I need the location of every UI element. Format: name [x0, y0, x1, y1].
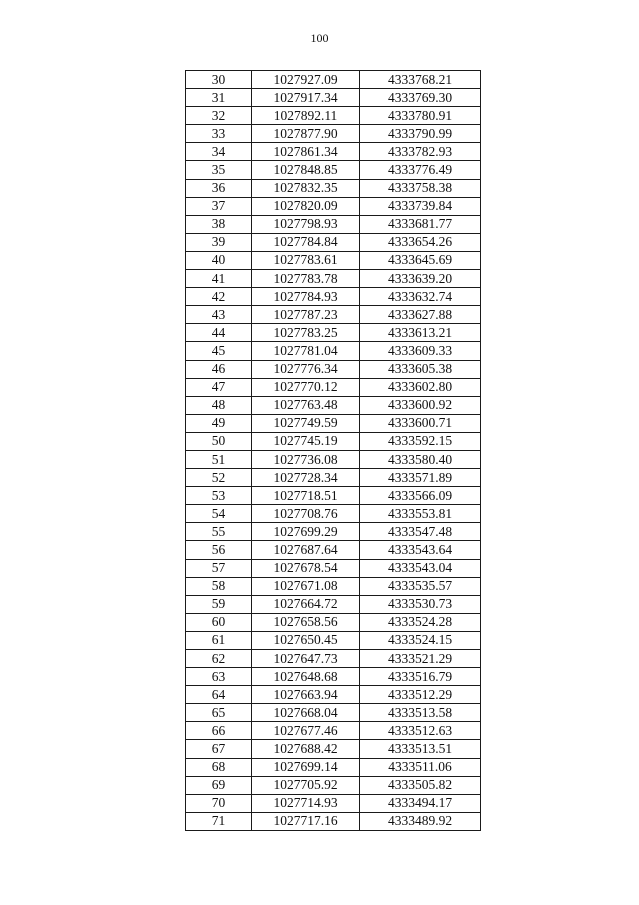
point-number-cell: 48 — [186, 396, 252, 414]
table-row — [186, 143, 481, 161]
x-coordinate-cell: 1027917.34 — [252, 89, 360, 107]
point-number-cell: 39 — [186, 233, 252, 251]
table-row — [186, 686, 481, 704]
x-coordinate-cell: 1027671.08 — [252, 577, 360, 595]
x-coordinate-cell: 1027717.16 — [252, 812, 360, 830]
x-coordinate-cell: 1027770.12 — [252, 378, 360, 396]
x-coordinate-cell: 1027776.34 — [252, 360, 360, 378]
y-coordinate-cell: 4333505.82 — [360, 776, 481, 794]
table-row — [186, 107, 481, 125]
x-coordinate-cell: 1027687.64 — [252, 541, 360, 559]
table-row — [186, 215, 481, 233]
y-coordinate-cell: 4333516.79 — [360, 668, 481, 686]
table-row — [186, 469, 481, 487]
table-row — [186, 758, 481, 776]
y-coordinate-cell: 4333512.63 — [360, 722, 481, 740]
y-coordinate-cell: 4333632.74 — [360, 288, 481, 306]
table-row — [186, 89, 481, 107]
table-row — [186, 668, 481, 686]
x-coordinate-cell: 1027783.78 — [252, 270, 360, 288]
point-number-cell: 30 — [186, 71, 252, 89]
y-coordinate-cell: 4333571.89 — [360, 469, 481, 487]
y-coordinate-cell: 4333524.15 — [360, 631, 481, 649]
table-row — [186, 559, 481, 577]
x-coordinate-cell: 1027736.08 — [252, 450, 360, 468]
x-coordinate-cell: 1027783.61 — [252, 251, 360, 269]
y-coordinate-cell: 4333769.30 — [360, 89, 481, 107]
table-row — [186, 722, 481, 740]
point-number-cell: 61 — [186, 631, 252, 649]
x-coordinate-cell: 1027784.93 — [252, 288, 360, 306]
table-row — [186, 414, 481, 432]
y-coordinate-cell: 4333780.91 — [360, 107, 481, 125]
point-number-cell: 63 — [186, 668, 252, 686]
y-coordinate-cell: 4333521.29 — [360, 650, 481, 668]
table-row — [186, 577, 481, 595]
point-number-cell: 38 — [186, 215, 252, 233]
table-row — [186, 541, 481, 559]
y-coordinate-cell: 4333600.71 — [360, 414, 481, 432]
page-number: 100 — [310, 31, 329, 45]
point-number-cell: 68 — [186, 758, 252, 776]
point-number-cell: 47 — [186, 378, 252, 396]
y-coordinate-cell: 4333512.29 — [360, 686, 481, 704]
point-number-cell: 60 — [186, 613, 252, 631]
point-number-cell: 58 — [186, 577, 252, 595]
x-coordinate-cell: 1027749.59 — [252, 414, 360, 432]
table-row — [186, 650, 481, 668]
y-coordinate-cell: 4333602.80 — [360, 378, 481, 396]
x-coordinate-cell: 1027658.56 — [252, 613, 360, 631]
table-row — [186, 396, 481, 414]
table-row — [186, 306, 481, 324]
y-coordinate-cell: 4333627.88 — [360, 306, 481, 324]
y-coordinate-cell: 4333790.99 — [360, 125, 481, 143]
point-number-cell: 42 — [186, 288, 252, 306]
point-number-cell: 33 — [186, 125, 252, 143]
table-row — [186, 613, 481, 631]
point-number-cell: 59 — [186, 595, 252, 613]
table-row — [186, 523, 481, 541]
point-number-cell: 44 — [186, 324, 252, 342]
y-coordinate-cell: 4333605.38 — [360, 360, 481, 378]
x-coordinate-cell: 1027677.46 — [252, 722, 360, 740]
x-coordinate-cell: 1027820.09 — [252, 197, 360, 215]
point-number-cell: 57 — [186, 559, 252, 577]
table-row — [186, 776, 481, 794]
y-coordinate-cell: 4333613.21 — [360, 324, 481, 342]
x-coordinate-cell: 1027783.25 — [252, 324, 360, 342]
table-row — [186, 595, 481, 613]
x-coordinate-cell: 1027927.09 — [252, 71, 360, 89]
table-row — [186, 505, 481, 523]
table-row — [186, 125, 481, 143]
coordinates-table-body — [186, 71, 481, 831]
y-coordinate-cell: 4333513.51 — [360, 740, 481, 758]
x-coordinate-cell: 1027781.04 — [252, 342, 360, 360]
table-row — [186, 71, 481, 89]
x-coordinate-cell: 1027832.35 — [252, 179, 360, 197]
table-row — [186, 161, 481, 179]
x-coordinate-cell: 1027668.04 — [252, 704, 360, 722]
point-number-cell: 41 — [186, 270, 252, 288]
x-coordinate-cell: 1027647.73 — [252, 650, 360, 668]
table-row — [186, 179, 481, 197]
x-coordinate-cell: 1027728.34 — [252, 469, 360, 487]
point-number-cell: 43 — [186, 306, 252, 324]
point-number-cell: 69 — [186, 776, 252, 794]
point-number-cell: 53 — [186, 487, 252, 505]
table-row — [186, 233, 481, 251]
y-coordinate-cell: 4333530.73 — [360, 595, 481, 613]
point-number-cell: 65 — [186, 704, 252, 722]
y-coordinate-cell: 4333758.38 — [360, 179, 481, 197]
point-number-cell: 55 — [186, 523, 252, 541]
x-coordinate-cell: 1027787.23 — [252, 306, 360, 324]
y-coordinate-cell: 4333645.69 — [360, 251, 481, 269]
x-coordinate-cell: 1027861.34 — [252, 143, 360, 161]
x-coordinate-cell: 1027688.42 — [252, 740, 360, 758]
point-number-cell: 50 — [186, 432, 252, 450]
y-coordinate-cell: 4333600.92 — [360, 396, 481, 414]
table-row — [186, 812, 481, 830]
point-number-cell: 31 — [186, 89, 252, 107]
table-row — [186, 378, 481, 396]
table-row — [186, 197, 481, 215]
point-number-cell: 40 — [186, 251, 252, 269]
x-coordinate-cell: 1027664.72 — [252, 595, 360, 613]
x-coordinate-cell: 1027784.84 — [252, 233, 360, 251]
point-number-cell: 56 — [186, 541, 252, 559]
table-row — [186, 794, 481, 812]
table-row — [186, 704, 481, 722]
table-row — [186, 450, 481, 468]
point-number-cell: 46 — [186, 360, 252, 378]
x-coordinate-cell: 1027705.92 — [252, 776, 360, 794]
point-number-cell: 49 — [186, 414, 252, 432]
x-coordinate-cell: 1027848.85 — [252, 161, 360, 179]
table-row — [186, 360, 481, 378]
point-number-cell: 66 — [186, 722, 252, 740]
y-coordinate-cell: 4333654.26 — [360, 233, 481, 251]
y-coordinate-cell: 4333513.58 — [360, 704, 481, 722]
y-coordinate-cell: 4333494.17 — [360, 794, 481, 812]
x-coordinate-cell: 1027763.48 — [252, 396, 360, 414]
table-row — [186, 432, 481, 450]
x-coordinate-cell: 1027877.90 — [252, 125, 360, 143]
x-coordinate-cell: 1027650.45 — [252, 631, 360, 649]
point-number-cell: 45 — [186, 342, 252, 360]
x-coordinate-cell: 1027648.68 — [252, 668, 360, 686]
y-coordinate-cell: 4333776.49 — [360, 161, 481, 179]
table-row — [186, 740, 481, 758]
x-coordinate-cell: 1027699.14 — [252, 758, 360, 776]
y-coordinate-cell: 4333782.93 — [360, 143, 481, 161]
point-number-cell: 32 — [186, 107, 252, 125]
table-row — [186, 487, 481, 505]
coordinates-table — [185, 70, 481, 831]
point-number-cell: 36 — [186, 179, 252, 197]
y-coordinate-cell: 4333739.84 — [360, 197, 481, 215]
point-number-cell: 70 — [186, 794, 252, 812]
y-coordinate-cell: 4333580.40 — [360, 450, 481, 468]
point-number-cell: 71 — [186, 812, 252, 830]
table-row — [186, 288, 481, 306]
point-number-cell: 67 — [186, 740, 252, 758]
x-coordinate-cell: 1027718.51 — [252, 487, 360, 505]
table-row — [186, 324, 481, 342]
x-coordinate-cell: 1027678.54 — [252, 559, 360, 577]
y-coordinate-cell: 4333566.09 — [360, 487, 481, 505]
point-number-cell: 51 — [186, 450, 252, 468]
table-row — [186, 251, 481, 269]
y-coordinate-cell: 4333535.57 — [360, 577, 481, 595]
y-coordinate-cell: 4333524.28 — [360, 613, 481, 631]
y-coordinate-cell: 4333511.06 — [360, 758, 481, 776]
table-row — [186, 270, 481, 288]
y-coordinate-cell: 4333547.48 — [360, 523, 481, 541]
y-coordinate-cell: 4333489.92 — [360, 812, 481, 830]
point-number-cell: 62 — [186, 650, 252, 668]
x-coordinate-cell: 1027745.19 — [252, 432, 360, 450]
y-coordinate-cell: 4333553.81 — [360, 505, 481, 523]
x-coordinate-cell: 1027708.76 — [252, 505, 360, 523]
point-number-cell: 37 — [186, 197, 252, 215]
table-row — [186, 631, 481, 649]
point-number-cell: 34 — [186, 143, 252, 161]
x-coordinate-cell: 1027699.29 — [252, 523, 360, 541]
x-coordinate-cell: 1027892.11 — [252, 107, 360, 125]
point-number-cell: 35 — [186, 161, 252, 179]
y-coordinate-cell: 4333543.04 — [360, 559, 481, 577]
y-coordinate-cell: 4333681.77 — [360, 215, 481, 233]
point-number-cell: 54 — [186, 505, 252, 523]
x-coordinate-cell: 1027714.93 — [252, 794, 360, 812]
y-coordinate-cell: 4333768.21 — [360, 71, 481, 89]
y-coordinate-cell: 4333639.20 — [360, 270, 481, 288]
point-number-cell: 64 — [186, 686, 252, 704]
x-coordinate-cell: 1027663.94 — [252, 686, 360, 704]
x-coordinate-cell: 1027798.93 — [252, 215, 360, 233]
y-coordinate-cell: 4333592.15 — [360, 432, 481, 450]
y-coordinate-cell: 4333543.64 — [360, 541, 481, 559]
y-coordinate-cell: 4333609.33 — [360, 342, 481, 360]
point-number-cell: 52 — [186, 469, 252, 487]
table-row — [186, 342, 481, 360]
